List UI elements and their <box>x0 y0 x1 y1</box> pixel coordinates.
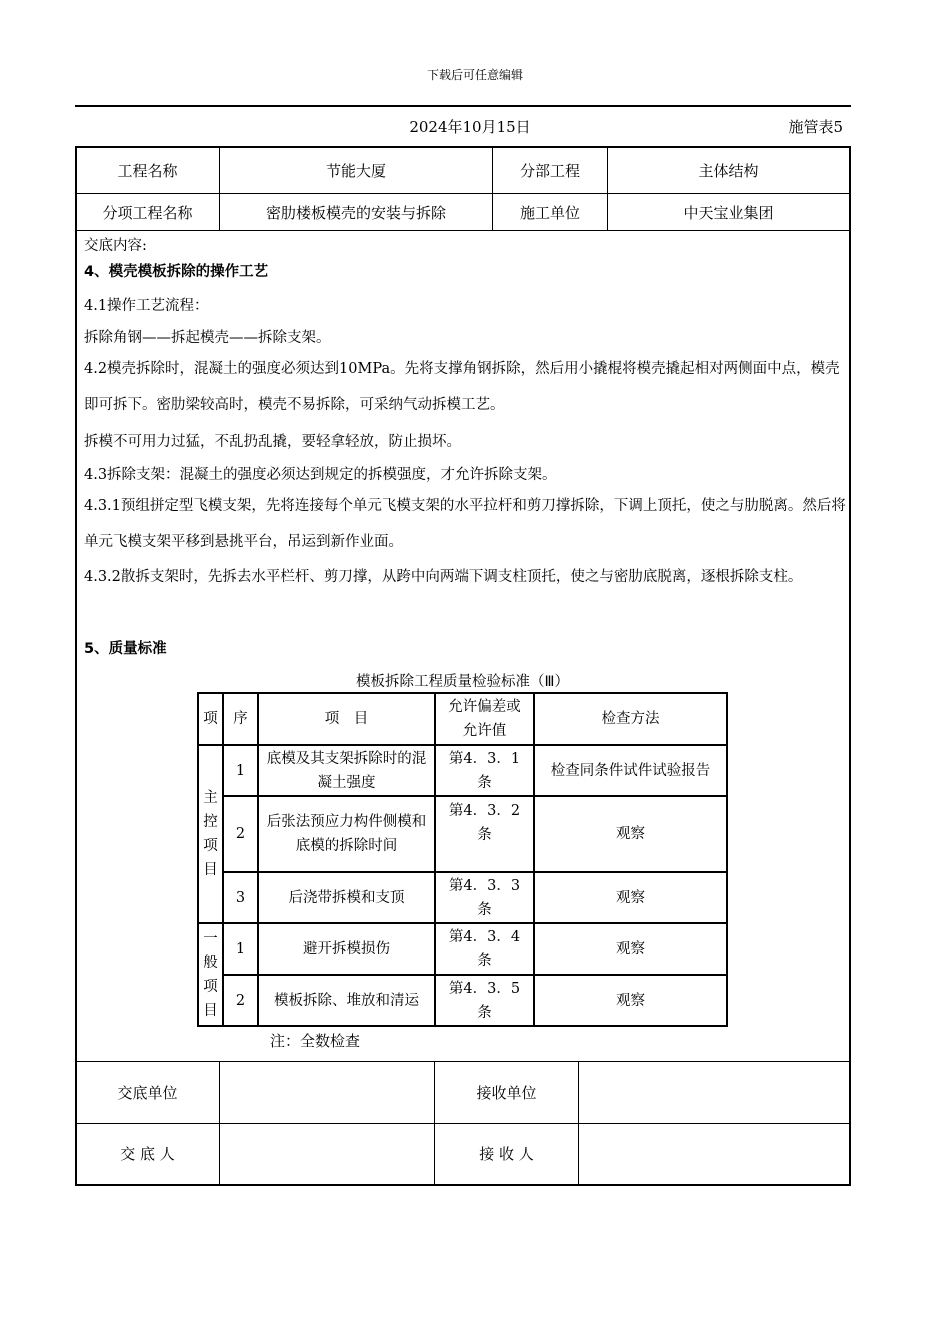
issuer-unit-field[interactable] <box>220 1062 434 1123</box>
row3-tolerance: 第4．3．3条 <box>448 877 521 918</box>
receiver-unit-field[interactable] <box>579 1062 849 1123</box>
row5-seq: 2 <box>235 992 246 1009</box>
header-seq: 序 <box>233 711 248 727</box>
header-tolerance: 允许偏差或允许值 <box>448 699 521 739</box>
division-value: 主体结构 <box>698 161 759 180</box>
row3-name: 后浇带拆模和支顶 <box>288 889 405 906</box>
receiver-label: 接 收 人 <box>479 1145 534 1163</box>
paragraph-4-3-2: 4.3.2散拆支架时，先拆去水平栏杆、剪刀撑，从跨中向两端下调支柱顶托，使之与密肋底脱离，逐根拆除支柱。 <box>84 569 803 585</box>
paragraph-4-2-b: 拆模不可用力过猛，不乱扔乱撬，要轻拿轻放，防止损坏。 <box>84 434 461 450</box>
paragraph-4-3: 4.3拆除支架：混凝土的强度必须达到规定的拆模强度，才允许拆除支架。 <box>84 467 557 483</box>
receiver-field[interactable] <box>579 1124 849 1183</box>
document-date: 2024年10月15日 <box>409 118 531 136</box>
row5-method: 观察 <box>616 992 645 1009</box>
row2-tolerance: 第4．3．2条 <box>448 803 521 843</box>
row4-tolerance: 第4．3．4条 <box>448 929 521 969</box>
row2-seq: 2 <box>235 826 246 842</box>
paragraph-4-1-flow: 拆除角钢——拆起模壳——拆除支架。 <box>84 330 331 346</box>
row1-seq: 1 <box>235 762 246 779</box>
form-number: 施管表5 <box>788 118 843 136</box>
row3-seq: 3 <box>235 889 246 906</box>
watermark-text: 下载后可任意编辑 <box>426 68 523 82</box>
paragraph-4-3-1: 4.3.1预组拼定型飞模支架，先将连接每个单元飞模支架的水平拉杆和剪刀撑拆除，下调上顶托，使之与肋脱离。然后将单元飞模支架平移到悬挑平台，吊运到新作业面。 <box>84 498 846 550</box>
header-name: 项 目 <box>324 711 369 727</box>
division-label: 分部工程 <box>519 161 580 180</box>
row2-method: 观察 <box>616 826 645 842</box>
issuer-label: 交 底 人 <box>120 1145 175 1163</box>
quality-table-caption: 模板拆除工程质量检验标准（Ⅲ） <box>356 674 569 690</box>
receiver-unit-label: 接收单位 <box>476 1084 537 1102</box>
row5-name: 模板拆除、堆放和清运 <box>274 992 419 1009</box>
issuer-field[interactable] <box>220 1124 434 1183</box>
table-note: 注：全数检查 <box>270 1032 361 1050</box>
header-item: 项 <box>203 711 218 727</box>
contractor-label: 施工单位 <box>519 203 580 222</box>
paragraph-4-1: 4.1操作工艺流程： <box>84 298 209 314</box>
project-name-value: 节能大厦 <box>325 161 386 180</box>
row1-tolerance: 第4．3．1条 <box>448 750 521 791</box>
group-main-control: 主控项目 <box>203 790 218 878</box>
project-name-label: 工程名称 <box>117 161 178 180</box>
row3-method: 观察 <box>616 889 645 906</box>
row1-name: 底模及其支架拆除时的混凝土强度 <box>266 750 427 791</box>
row5-tolerance: 第4．3．5条 <box>448 980 521 1021</box>
header-method: 检查方法 <box>601 711 660 727</box>
row4-name: 避开拆模损伤 <box>303 941 390 957</box>
subitem-label: 分项工程名称 <box>102 203 193 222</box>
info-bottom-divider <box>75 230 851 231</box>
issuer-unit-label: 交底单位 <box>117 1084 178 1102</box>
section-5-title: 5、质量标准 <box>84 641 167 657</box>
subitem-value: 密肋楼板模壳的安装与拆除 <box>265 203 446 222</box>
row4-seq: 1 <box>235 941 246 957</box>
contractor-value: 中天宝业集团 <box>683 203 774 222</box>
row2-name: 后张法预应力构件侧模和底模的拆除时间 <box>266 814 427 854</box>
row1-method: 检查同条件试件试验报告 <box>550 762 711 779</box>
header-rule <box>75 105 851 107</box>
group-general: 一般项目 <box>203 930 218 1019</box>
paragraph-4-2: 4.2模壳拆除时，混凝土的强度必须达到10MPa。先将支撑角钢拆除，然后用小撬棍将模壳撬起相对两侧面中点，模壳即可拆下。密肋梁较高时，模壳不易拆除，可采纳气动拆模工艺。 <box>84 361 840 413</box>
section-4-title: 4、模壳模板拆除的操作工艺 <box>84 264 269 280</box>
quality-inspection-table <box>197 692 728 1026</box>
briefing-intro: 交底内容: <box>84 238 147 254</box>
row4-method: 观察 <box>616 941 645 957</box>
